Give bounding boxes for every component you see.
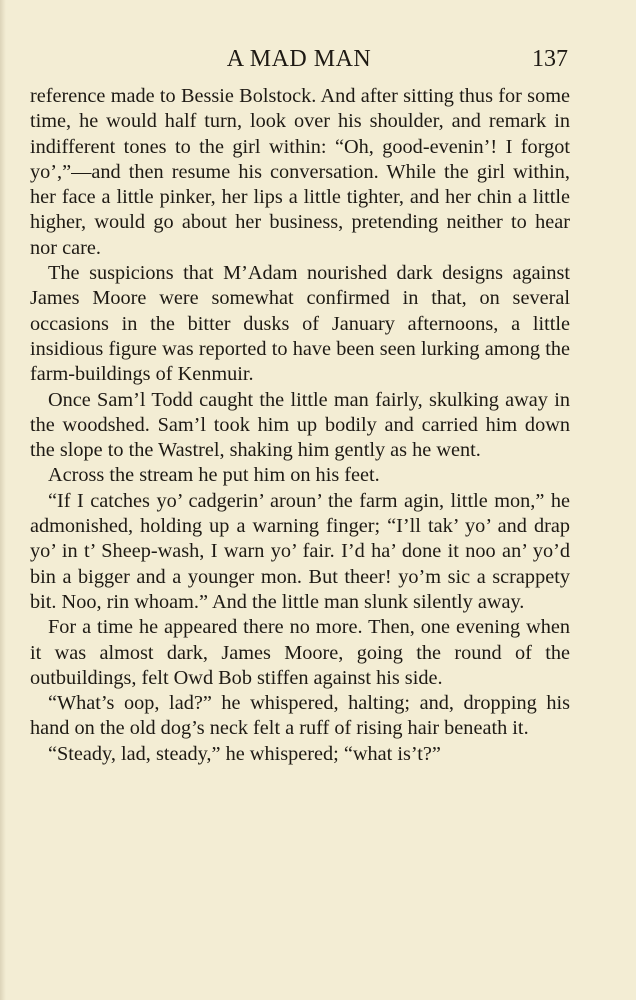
paragraph: “If I catches yo’ cadgerin’ aroun’ the farm agin, little mon,” he admonished, holding up a warning finger; “I’ll tak’ yo’ and drap yo’ in t’ Sheep-wash, I warn yo’ fair. I’d ha’ done it noo an’ yo’d bin a bigger and a younger mon. But theer! yo’m sic a scrappety bit. Noo, rin whoam.” And the little man slunk silently away. <box>30 489 570 613</box>
paragraph: The suspicions that M’Adam nourished dark designs against James Moore were somewhat confirmed in that, on several occasions in the bitter dusks of January afternoons, a little insidious figure was reported to have been seen lurking among the farm-buildings of Kenmuir. <box>30 262 570 386</box>
running-title: A MAD MAN <box>226 46 372 72</box>
body-text <box>30 84 570 767</box>
paragraph: “What’s oop, lad?” he whispered, halting; and, dropping his hand on the old dog’s neck felt a ruff of rising hair beneath it. <box>30 692 570 740</box>
paragraph: Across the stream he put him on his feet. <box>48 464 380 487</box>
page-number: 137 <box>532 46 568 72</box>
page-edge-shadow <box>0 0 6 1000</box>
page-header <box>30 46 568 76</box>
paragraph: For a time he appeared there no more. Then, one evening when it was almost dark, James Moore, going the round of the outbuildings, felt Owd Bob stiffen against his side. <box>30 616 570 689</box>
paragraph: Once Sam’l Todd caught the little man fairly, skulking away in the woodshed. Sam’l took him up bodily and carried him down the slope to the Wastrel, shaking him gently as he went. <box>30 388 570 462</box>
paragraph: reference made to Bessie Bolstock. And after sitting thus for some time, he would half turn, look over his shoulder, and remark in indifferent tones to the girl within: “Oh, good-evenin’! I forgot yo’,”—and then resume his conversation. While the girl within, her face a little pinker, her lips a little tighter, and her chin a little higher, would go about her business, pretending neither to hear nor care. <box>30 85 570 259</box>
paragraph: “Steady, lad, steady,” he whispered; “what is’t?” <box>48 742 441 765</box>
